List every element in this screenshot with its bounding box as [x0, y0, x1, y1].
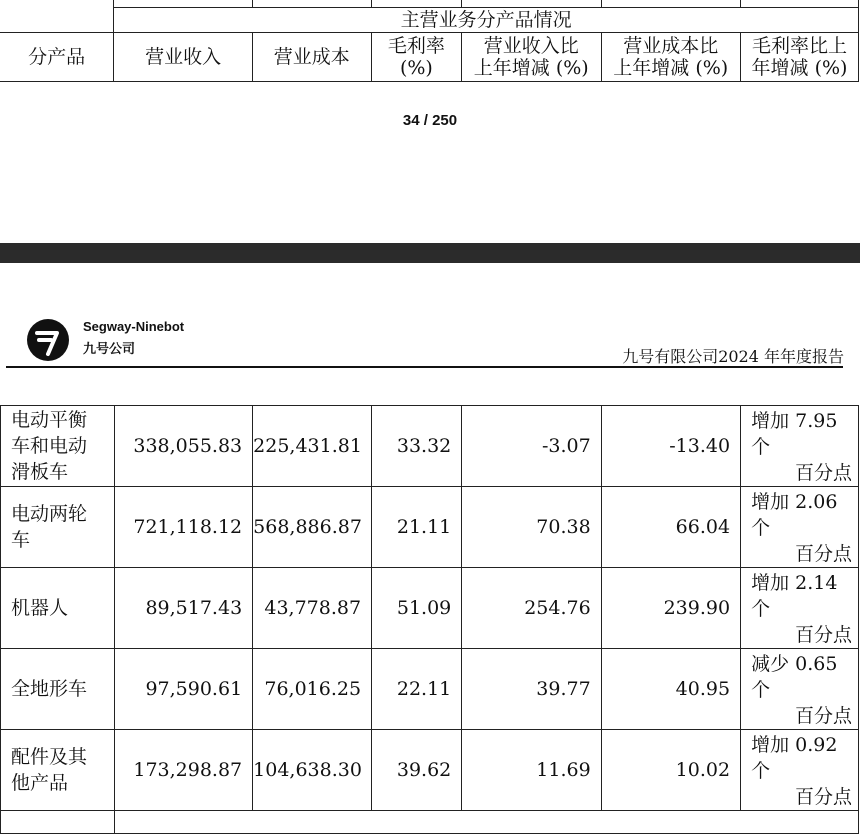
column-header: 毛利率 (%)	[371, 33, 461, 82]
brand-name-cn: 九号公司	[83, 342, 136, 357]
margin-change-text: 增加 2.14 个	[751, 572, 838, 620]
revenue-cell: 89,517.43	[114, 568, 252, 649]
margin-change-unit: 百分点	[794, 786, 852, 808]
product-name-cell: 电动平衡 车和电动 滑板车	[1, 406, 115, 487]
revenue-change-cell: 70.38	[462, 487, 601, 568]
revenue-change-cell: 11.69	[462, 730, 601, 811]
margin-change-text: 减少 0.65 个	[751, 653, 838, 701]
margin-change-text: 增加 2.06 个	[751, 491, 838, 539]
cost-change-cell: 239.90	[601, 568, 740, 649]
margin-change-unit: 百分点	[794, 462, 852, 484]
product-table-header	[0, 0, 859, 82]
table-header-row	[0, 33, 859, 82]
revenue-change-cell: -3.07	[462, 406, 601, 487]
margin-change-unit: 百分点	[794, 624, 852, 646]
margin-change-cell	[741, 487, 859, 568]
margin-change-unit: 百分点	[794, 543, 852, 565]
brand-name-en: Segway-Ninebot	[83, 319, 185, 334]
revenue-cell: 97,590.61	[114, 649, 252, 730]
table-row	[1, 811, 859, 834]
gross-margin-cell: 21.11	[372, 487, 462, 568]
gross-margin-cell: 22.11	[372, 649, 462, 730]
column-header: 营业收入	[114, 33, 252, 82]
margin-change-cell	[741, 730, 859, 811]
product-name-cell: 配件及其 他产品	[1, 730, 115, 811]
revenue-cell: 173,298.87	[114, 730, 252, 811]
cost-change-cell: -13.40	[601, 406, 740, 487]
table-row	[0, 8, 859, 33]
gross-margin-cell: 39.62	[372, 730, 462, 811]
segway-ninebot-logo-icon	[26, 318, 76, 362]
product-name-cell: 电动两轮 车	[1, 487, 115, 568]
revenue-cell: 721,118.12	[114, 487, 252, 568]
column-header: 分产品	[0, 33, 114, 82]
column-header: 营业成本比 上年增减 (%)	[601, 33, 740, 82]
column-header: 毛利率比上 年增减 (%)	[740, 33, 858, 82]
cost-cell: 104,638.30	[253, 730, 372, 811]
product-data-table	[0, 405, 859, 834]
table-section-title: 主营业务分产品情况	[114, 8, 859, 33]
margin-change-cell	[741, 406, 859, 487]
report-title: 九号有限公司2024 年年度报告	[622, 347, 844, 366]
margin-change-cell	[741, 649, 859, 730]
product-name-cell: 全地形车	[1, 649, 115, 730]
cost-cell: 225,431.81	[253, 406, 372, 487]
margin-change-text: 增加 0.92 个	[751, 734, 838, 782]
column-header: 营业收入比 上年增减 (%)	[462, 33, 601, 82]
table-row	[1, 730, 859, 811]
revenue-change-cell: 254.76	[462, 568, 601, 649]
cost-cell: 76,016.25	[253, 649, 372, 730]
table-row	[1, 487, 859, 568]
gross-margin-cell: 33.32	[372, 406, 462, 487]
margin-change-unit: 百分点	[794, 705, 852, 727]
product-name-cell: 机器人	[1, 568, 115, 649]
table-row	[1, 406, 859, 487]
gross-margin-cell: 51.09	[372, 568, 462, 649]
header-rule	[6, 366, 843, 368]
cost-cell: 43,778.87	[253, 568, 372, 649]
revenue-change-cell: 39.77	[462, 649, 601, 730]
table-row	[1, 568, 859, 649]
cost-change-cell: 10.02	[601, 730, 740, 811]
margin-change-cell	[741, 568, 859, 649]
revenue-cell: 338,055.83	[114, 406, 252, 487]
cost-cell: 568,886.87	[253, 487, 372, 568]
page-divider	[0, 243, 860, 263]
table-row	[1, 649, 859, 730]
column-header: 营业成本	[252, 33, 371, 82]
cost-change-cell: 66.04	[601, 487, 740, 568]
margin-change-text: 增加 7.95 个	[751, 410, 838, 458]
table-row	[0, 0, 859, 8]
page-number: 34 / 250	[402, 112, 458, 129]
cost-change-cell: 40.95	[601, 649, 740, 730]
